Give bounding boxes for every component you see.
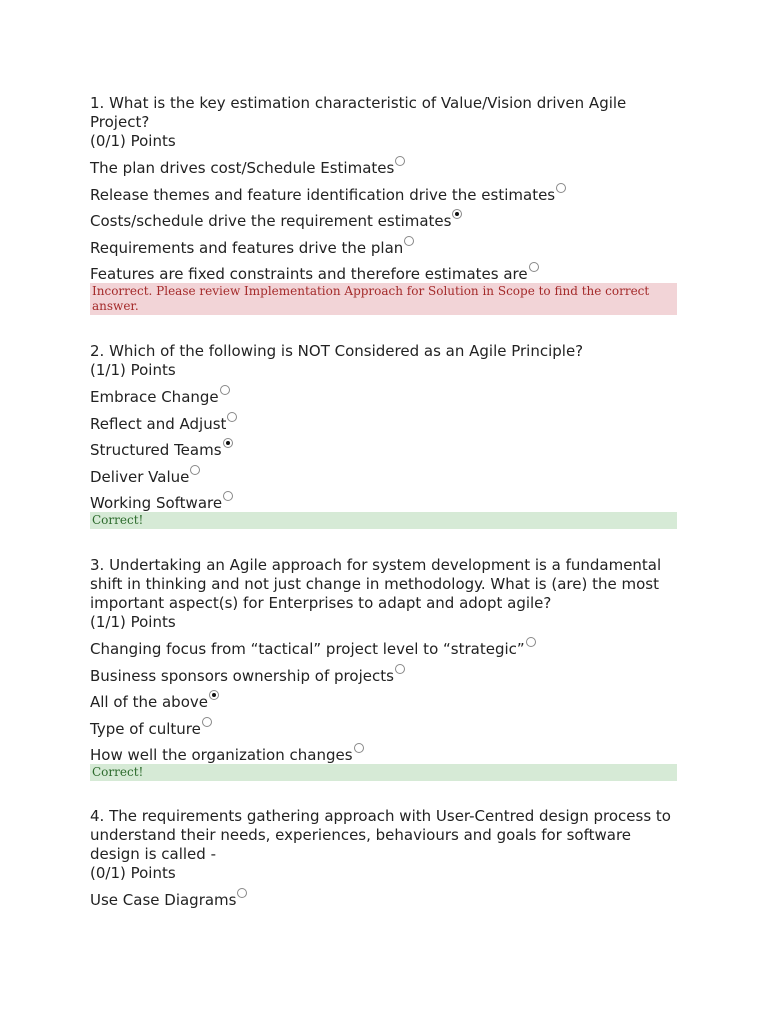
question-1	[90, 94, 680, 315]
question-2	[90, 342, 680, 529]
option-label: Requirements and features drive the plan	[90, 238, 404, 257]
option-label: Reflect and Adjust	[90, 414, 227, 433]
answer-option[interactable]	[90, 385, 680, 404]
radio-button[interactable]	[556, 183, 566, 193]
radio-button-selected[interactable]	[223, 438, 233, 448]
option-label: Deliver Value	[90, 467, 190, 486]
option-label: The plan drives cost/Schedule Estimates	[90, 159, 395, 177]
option-label: Business sponsors ownership of projects	[90, 666, 394, 685]
radio-button-selected[interactable]	[452, 209, 462, 219]
answer-option[interactable]	[90, 743, 680, 762]
radio-button[interactable]	[237, 888, 247, 898]
feedback-correct: Correct!	[90, 512, 677, 529]
radio-button-selected[interactable]	[209, 690, 219, 700]
radio-button[interactable]	[190, 465, 200, 475]
points-label: (1/1) Points	[90, 613, 176, 631]
points-label: (1/1) Points	[90, 361, 176, 379]
answer-option[interactable]	[90, 491, 680, 510]
answer-option[interactable]	[90, 717, 680, 736]
question-4	[90, 807, 680, 915]
option-label: Structured Teams	[90, 441, 222, 459]
answer-option[interactable]	[90, 438, 680, 457]
option-label: How well the organization changes	[90, 746, 353, 764]
question-text: 4. The requirements gathering approach with User-Centred design process to understand their needs, experiences, behaviours and goals for software design is called -	[90, 807, 671, 863]
answer-option[interactable]	[90, 412, 680, 431]
answer-option[interactable]	[90, 637, 680, 656]
option-label: Use Case Diagrams	[90, 891, 237, 909]
radio-button[interactable]	[526, 637, 536, 647]
question-3	[90, 556, 680, 781]
radio-button[interactable]	[354, 743, 364, 753]
option-label: Changing focus from “tactical” project level to “strategic”	[90, 640, 525, 658]
radio-button[interactable]	[223, 491, 233, 501]
radio-button[interactable]	[529, 262, 539, 272]
radio-button[interactable]	[220, 385, 230, 395]
radio-button[interactable]	[395, 664, 405, 674]
answer-option[interactable]	[90, 888, 680, 907]
option-label: All of the above	[90, 693, 208, 711]
radio-button[interactable]	[395, 156, 405, 166]
question-text: 1. What is the key estimation characteristic of Value/Vision driven Agile Project?	[90, 94, 627, 131]
option-label: Type of culture	[90, 719, 201, 738]
answer-option[interactable]	[90, 465, 680, 484]
option-label: Release themes and feature identification drive the estimates	[90, 185, 556, 204]
answer-option[interactable]	[90, 183, 680, 202]
points-label: (0/1) Points	[90, 864, 176, 882]
question-text: 2. Which of the following is NOT Considered as an Agile Principle?	[90, 342, 584, 360]
answer-option[interactable]	[90, 262, 680, 281]
radio-button[interactable]	[227, 412, 237, 422]
radio-button[interactable]	[404, 236, 414, 246]
answer-option[interactable]	[90, 236, 680, 255]
question-text: 3. Undertaking an Agile approach for system development is a fundamental shift in thinking and not just change in methodology. What is (are) the most important aspect(s) for Enterprises to adapt and adopt agile?	[90, 556, 662, 612]
points-label: (0/1) Points	[90, 132, 176, 150]
answer-option[interactable]	[90, 664, 680, 683]
option-label: Working Software	[90, 494, 223, 512]
radio-button[interactable]	[202, 717, 212, 727]
option-label: Costs/schedule drive the requirement estimates	[90, 212, 452, 230]
feedback-incorrect: Incorrect. Please review Implementation Approach for Solution in Scope to find the correct answer.	[90, 283, 677, 315]
option-label: Features are fixed constraints and therefore estimates are	[90, 265, 528, 283]
answer-option[interactable]	[90, 156, 680, 175]
answer-option[interactable]	[90, 209, 680, 228]
feedback-correct: Correct!	[90, 764, 677, 781]
answer-option[interactable]	[90, 690, 680, 709]
option-label: Embrace Change	[90, 388, 219, 406]
